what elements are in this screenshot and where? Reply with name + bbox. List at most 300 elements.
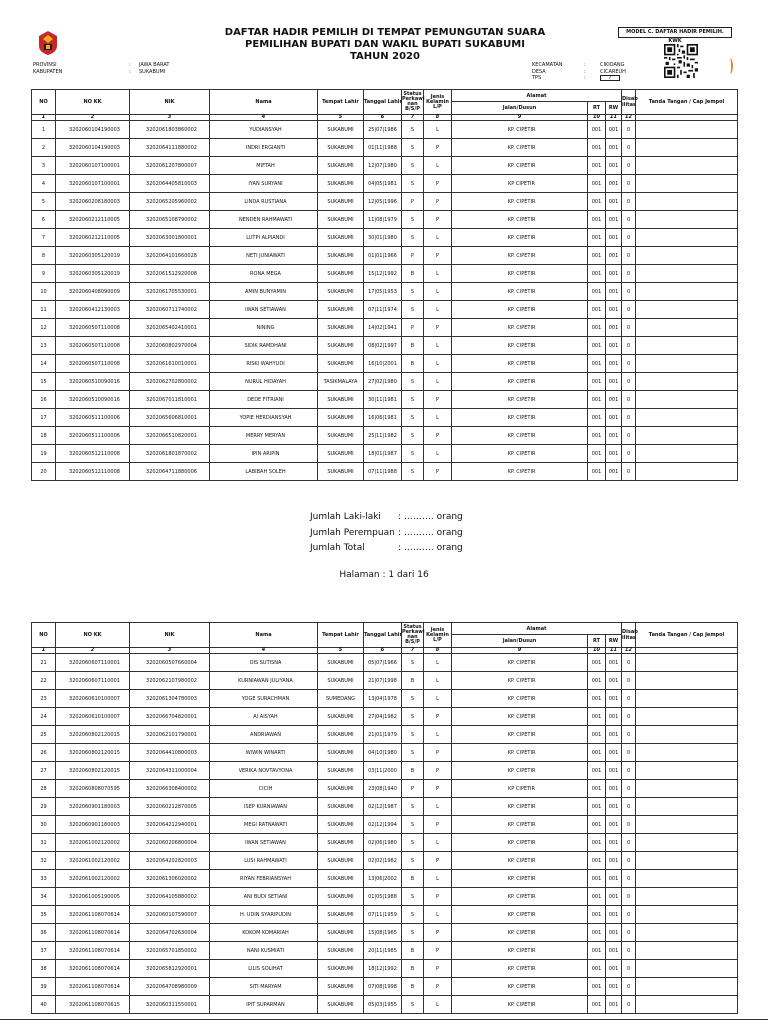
cell-nama: AMIN BUNYAMIN <box>210 283 318 301</box>
cell-nama: YOGE SURACHMAN <box>210 690 318 708</box>
signature-cell[interactable] <box>636 960 738 978</box>
col-disabilitas-header <box>622 90 636 115</box>
region-meta-left <box>33 62 169 75</box>
cell-tanggal-lahir: 07|11|1974 <box>364 301 402 319</box>
cell-nama: H. UDIN SYARIPUDIN <box>210 906 318 924</box>
separator: : <box>584 75 586 81</box>
cell-jenis-kelamin: P <box>424 211 452 229</box>
signature-cell[interactable] <box>636 924 738 942</box>
cell-nik: 3202063001800001 <box>130 229 210 247</box>
col-rt-header: RT <box>588 635 606 648</box>
tps-label: TPS <box>532 75 542 81</box>
signature-cell[interactable] <box>636 139 738 157</box>
jk-header-line: Jenis <box>430 93 445 100</box>
cell-nama: NETI JUNIAWATI <box>210 247 318 265</box>
cell-rt: 001 <box>588 409 606 427</box>
cell-nama: SIDIK RAMDHANI <box>210 337 318 355</box>
voter-rows-page-2 <box>32 654 738 1014</box>
cell-status: B <box>402 762 424 780</box>
cell-tempat-lahir: SUKABUMI <box>318 798 364 816</box>
signature-cell[interactable] <box>636 816 738 834</box>
cell-status: S <box>402 373 424 391</box>
cell-nik: 3202060212870005 <box>130 798 210 816</box>
col-nik-header: NIK <box>130 90 210 115</box>
cell-no: 24 <box>32 708 56 726</box>
cell-tempat-lahir: TASIKMALAYA <box>318 373 364 391</box>
cell-nik: 3202060711740002 <box>130 301 210 319</box>
signature-cell[interactable] <box>636 996 738 1014</box>
signature-cell[interactable] <box>636 391 738 409</box>
table-row <box>32 283 738 301</box>
cell-no-kk: 3202061108070615 <box>56 996 130 1014</box>
cell-tanggal-lahir: 03|11|2000 <box>364 762 402 780</box>
cell-nik: 3202061705530001 <box>130 283 210 301</box>
cell-no: 26 <box>32 744 56 762</box>
cell-tanggal-lahir: 12|07|1980 <box>364 157 402 175</box>
cell-nama: IPIN ARIPIN <box>210 445 318 463</box>
cell-tempat-lahir: SUKABUMI <box>318 726 364 744</box>
cell-jenis-kelamin: L <box>424 157 452 175</box>
signature-cell[interactable] <box>636 355 738 373</box>
cell-tempat-lahir: SUKABUMI <box>318 834 364 852</box>
cell-disabilitas: 0 <box>622 409 636 427</box>
cell-nik: 3202064105880002 <box>130 888 210 906</box>
signature-cell[interactable] <box>636 852 738 870</box>
voter-table-page-1 <box>31 89 738 481</box>
cell-tanggal-lahir: 25|07|1986 <box>364 121 402 139</box>
cell-nik: 3202060507660004 <box>130 654 210 672</box>
signature-cell[interactable] <box>636 409 738 427</box>
cell-tanggal-lahir: 04|10|1980 <box>364 744 402 762</box>
signature-cell[interactable] <box>636 211 738 229</box>
cell-jenis-kelamin: L <box>424 690 452 708</box>
col-alamat-header: Alamat <box>452 623 622 635</box>
signature-cell[interactable] <box>636 373 738 391</box>
cell-jenis-kelamin: L <box>424 265 452 283</box>
perempuan-label: Jumlah Perempuan <box>310 527 395 538</box>
signature-cell[interactable] <box>636 319 738 337</box>
cell-rw: 001 <box>606 798 622 816</box>
cell-rw: 001 <box>606 906 622 924</box>
cell-tempat-lahir: SUKABUMI <box>318 960 364 978</box>
cell-rt: 001 <box>588 744 606 762</box>
table-row <box>32 978 738 996</box>
cell-nik: 3202064202820003 <box>130 852 210 870</box>
cell-rw: 001 <box>606 409 622 427</box>
cell-nik: 3202066510820001 <box>130 427 210 445</box>
cell-tanggal-lahir: 05|07|1966 <box>364 654 402 672</box>
cell-rt: 001 <box>588 942 606 960</box>
table-row <box>32 906 738 924</box>
signature-cell[interactable] <box>636 726 738 744</box>
cell-tanggal-lahir: 15|12|1992 <box>364 265 402 283</box>
cell-status: S <box>402 427 424 445</box>
kabupaten-value: SUKABUMI <box>139 68 166 75</box>
cell-jenis-kelamin: L <box>424 834 452 852</box>
cell-tanggal-lahir: 30|01|1980 <box>364 229 402 247</box>
cell-nik: 3202062107980002 <box>130 672 210 690</box>
cell-tempat-lahir: SUKABUMI <box>318 355 364 373</box>
signature-cell[interactable] <box>636 229 738 247</box>
col-number: 4 <box>210 648 318 654</box>
signature-cell[interactable] <box>636 888 738 906</box>
signature-cell[interactable] <box>636 283 738 301</box>
cell-rw: 001 <box>606 816 622 834</box>
cell-no-kk: 3202060104190003 <box>56 139 130 157</box>
cell-jenis-kelamin: L <box>424 996 452 1014</box>
col-rw-header: RW <box>606 635 622 648</box>
laki-value: : ………. orang <box>398 512 463 522</box>
cell-no: 16 <box>32 391 56 409</box>
cell-status: P <box>402 247 424 265</box>
total-value: : ………. orang <box>398 543 463 553</box>
cell-tempat-lahir: SUKABUMI <box>318 157 364 175</box>
cell-rw: 001 <box>606 744 622 762</box>
kabupaten-label: KABUPATEN <box>33 68 63 75</box>
cell-no-kk: 3202061108070614 <box>56 978 130 996</box>
signature-cell[interactable] <box>636 654 738 672</box>
cell-rw: 001 <box>606 654 622 672</box>
cell-jalan: KP. CIPETIR <box>452 672 588 690</box>
col-number: 11 <box>606 648 622 654</box>
cell-rt: 001 <box>588 211 606 229</box>
disab-header-line: ilitas <box>622 102 636 108</box>
model-label: MODEL C. DAFTAR HADIR PEMILIH. KWK <box>618 27 732 38</box>
cell-jenis-kelamin: L <box>424 654 452 672</box>
table-row <box>32 960 738 978</box>
table-row <box>32 924 738 942</box>
table-row <box>32 319 738 337</box>
cell-jenis-kelamin: P <box>424 427 452 445</box>
cell-rw: 001 <box>606 870 622 888</box>
cell-nik: 3202061304780003 <box>130 690 210 708</box>
jk-header-line: L/P <box>433 103 442 110</box>
cell-disabilitas: 0 <box>622 924 636 942</box>
cell-rw: 001 <box>606 301 622 319</box>
cell-jalan: KP. CIPETIR <box>452 708 588 726</box>
cell-no: 11 <box>32 301 56 319</box>
table-row <box>32 247 738 265</box>
cell-status: S <box>402 391 424 409</box>
cell-tanggal-lahir: 04|05|1981 <box>364 175 402 193</box>
cell-tempat-lahir: SUKABUMI <box>318 852 364 870</box>
signature-cell[interactable] <box>636 247 738 265</box>
cell-disabilitas: 0 <box>622 870 636 888</box>
table-row <box>32 157 738 175</box>
cell-nik: 3202060206800004 <box>130 834 210 852</box>
signature-cell[interactable] <box>636 265 738 283</box>
cell-rw: 001 <box>606 193 622 211</box>
signature-cell[interactable] <box>636 744 738 762</box>
cell-tempat-lahir: SUKABUMI <box>318 391 364 409</box>
signature-cell[interactable] <box>636 337 738 355</box>
cell-rw: 001 <box>606 157 622 175</box>
cell-jenis-kelamin: P <box>424 319 452 337</box>
col-status-header <box>402 90 424 115</box>
cell-disabilitas: 0 <box>622 888 636 906</box>
separator: : <box>129 68 131 75</box>
cell-disabilitas: 0 <box>622 816 636 834</box>
col-number: 10 <box>588 115 606 121</box>
table-row <box>32 834 738 852</box>
table-row <box>32 373 738 391</box>
separator: : <box>129 62 131 68</box>
col-rt-header: RT <box>588 102 606 115</box>
cell-jalan: KP. CIPETIR <box>452 211 588 229</box>
cell-no-kk: 3202060802120015 <box>56 726 130 744</box>
cell-no: 37 <box>32 942 56 960</box>
kecamatan-value: CIKIDANG <box>600 62 625 68</box>
cell-tanggal-lahir: 02|12|1994 <box>364 816 402 834</box>
cell-jalan: KP. CIPETIR <box>452 193 588 211</box>
kpu-logo-icon <box>36 30 60 56</box>
table-row <box>32 409 738 427</box>
cell-nik: 3202065812920001 <box>130 960 210 978</box>
cell-rw: 001 <box>606 888 622 906</box>
cell-nik: 3202065205960002 <box>130 193 210 211</box>
signature-cell[interactable] <box>636 798 738 816</box>
cell-jenis-kelamin: L <box>424 355 452 373</box>
signature-cell[interactable] <box>636 870 738 888</box>
cell-nik: 3202066704820001 <box>130 708 210 726</box>
signature-cell[interactable] <box>636 906 738 924</box>
cell-nama: IWAN SETIAWAN <box>210 301 318 319</box>
cell-tempat-lahir: SUKABUMI <box>318 247 364 265</box>
provinsi-label: PROVINSI <box>33 62 57 68</box>
cell-status: S <box>402 121 424 139</box>
table-row <box>32 780 738 798</box>
table-row <box>32 391 738 409</box>
cell-rt: 001 <box>588 229 606 247</box>
col-jenis-kelamin-header <box>424 90 452 115</box>
cell-status: S <box>402 463 424 481</box>
cell-jalan: KP. CIPETIR <box>452 726 588 744</box>
table-row <box>32 762 738 780</box>
cell-no: 20 <box>32 463 56 481</box>
cell-no: 32 <box>32 852 56 870</box>
voter-rows-page-1 <box>32 121 738 481</box>
cell-nik: 3202062101790001 <box>130 726 210 744</box>
table-row <box>32 852 738 870</box>
cell-tempat-lahir: SUMEDANG <box>318 690 364 708</box>
cell-jenis-kelamin: L <box>424 409 452 427</box>
document-title <box>190 27 580 63</box>
signature-cell[interactable] <box>636 121 738 139</box>
table-row <box>32 942 738 960</box>
signature-cell[interactable] <box>636 978 738 996</box>
cell-rt: 001 <box>588 690 606 708</box>
col-number: 1 <box>32 115 56 121</box>
cell-tempat-lahir: SUKABUMI <box>318 942 364 960</box>
provinsi-value: JAWA BARAT <box>139 62 170 68</box>
cell-no-kk: 3202060802120015 <box>56 762 130 780</box>
cell-rw: 001 <box>606 672 622 690</box>
signature-cell[interactable] <box>636 427 738 445</box>
cell-rt: 001 <box>588 265 606 283</box>
cell-tempat-lahir: SUKABUMI <box>318 211 364 229</box>
cell-rw: 001 <box>606 852 622 870</box>
cell-rw: 001 <box>606 265 622 283</box>
cell-no: 40 <box>32 996 56 1014</box>
separator: : <box>584 62 586 68</box>
cell-jenis-kelamin: P <box>424 816 452 834</box>
signature-cell[interactable] <box>636 834 738 852</box>
cell-status: B <box>402 265 424 283</box>
desa-label: DESA <box>532 68 546 75</box>
cell-rw: 001 <box>606 319 622 337</box>
cell-no: 28 <box>32 780 56 798</box>
cell-disabilitas: 0 <box>622 211 636 229</box>
cell-nama: MERRY MERYAN <box>210 427 318 445</box>
cell-nama: ANDRIAWAN <box>210 726 318 744</box>
cell-disabilitas: 0 <box>622 427 636 445</box>
cell-no: 38 <box>32 960 56 978</box>
cell-no: 5 <box>32 193 56 211</box>
cell-rw: 001 <box>606 211 622 229</box>
cell-disabilitas: 0 <box>622 445 636 463</box>
cell-nik: 3202064405810003 <box>130 175 210 193</box>
cell-jenis-kelamin: P <box>424 942 452 960</box>
signature-cell[interactable] <box>636 301 738 319</box>
signature-cell[interactable] <box>636 942 738 960</box>
cell-jenis-kelamin: L <box>424 445 452 463</box>
table-row <box>32 301 738 319</box>
signature-cell[interactable] <box>636 780 738 798</box>
cell-tanggal-lahir: 27|02|1980 <box>364 373 402 391</box>
cell-rt: 001 <box>588 337 606 355</box>
cell-jenis-kelamin: P <box>424 139 452 157</box>
col-nama-header: Nama <box>210 623 318 648</box>
page-number: Halaman : 1 dari 16 <box>339 570 429 580</box>
cell-jalan: KP. CIPETIR <box>452 157 588 175</box>
cell-tempat-lahir: SUKABUMI <box>318 708 364 726</box>
cell-disabilitas: 0 <box>622 265 636 283</box>
cell-no: 17 <box>32 409 56 427</box>
cell-disabilitas: 0 <box>622 463 636 481</box>
cell-tempat-lahir: SUKABUMI <box>318 978 364 996</box>
cell-no-kk: 3202060510090016 <box>56 391 130 409</box>
cell-tanggal-lahir: 16|10|2001 <box>364 355 402 373</box>
cell-disabilitas: 0 <box>622 654 636 672</box>
signature-cell[interactable] <box>636 175 738 193</box>
signature-cell[interactable] <box>636 157 738 175</box>
table-row <box>32 229 738 247</box>
cell-rt: 001 <box>588 996 606 1014</box>
cell-tanggal-lahir: 02|06|1980 <box>364 834 402 852</box>
col-number: 5 <box>318 648 364 654</box>
cell-rt: 001 <box>588 798 606 816</box>
cell-rt: 001 <box>588 157 606 175</box>
cell-jenis-kelamin: L <box>424 301 452 319</box>
cell-tanggal-lahir: 01|11|1988 <box>364 139 402 157</box>
signature-cell[interactable] <box>636 445 738 463</box>
status-header-line: B/S/P <box>405 639 420 645</box>
cell-rw: 001 <box>606 726 622 744</box>
cell-disabilitas: 0 <box>622 373 636 391</box>
table-row <box>32 744 738 762</box>
cell-rt: 001 <box>588 870 606 888</box>
cell-rt: 001 <box>588 888 606 906</box>
cell-nik: 3202060802970004 <box>130 337 210 355</box>
cell-rw: 001 <box>606 463 622 481</box>
cell-tempat-lahir: SUKABUMI <box>318 175 364 193</box>
signature-cell[interactable] <box>636 762 738 780</box>
cell-rw: 001 <box>606 834 622 852</box>
cell-no-kk: 3202061108070614 <box>56 924 130 942</box>
cell-status: S <box>402 211 424 229</box>
table-row <box>32 337 738 355</box>
cell-rt: 001 <box>588 463 606 481</box>
cell-no: 33 <box>32 870 56 888</box>
signature-cell[interactable] <box>636 708 738 726</box>
table-row <box>32 870 738 888</box>
cell-rw: 001 <box>606 708 622 726</box>
cell-no: 30 <box>32 816 56 834</box>
cell-rw: 001 <box>606 391 622 409</box>
cell-no: 3 <box>32 157 56 175</box>
col-no-header: NO <box>32 90 56 115</box>
cell-jalan: KP CIPETIR <box>452 175 588 193</box>
col-tanggal-lahir-header: Tanggal Lahir <box>364 90 402 115</box>
cell-tanggal-lahir: 20|11|1985 <box>364 942 402 960</box>
cell-jenis-kelamin: P <box>424 960 452 978</box>
table-row <box>32 427 738 445</box>
table-row <box>32 816 738 834</box>
col-tempat-lahir-header: Tempat Lahir <box>318 623 364 648</box>
cell-jalan: KP. CIPETIR <box>452 337 588 355</box>
cell-nama: DEDE FITRIANI <box>210 391 318 409</box>
cell-tanggal-lahir: 23|08|1940 <box>364 780 402 798</box>
cell-jenis-kelamin: P <box>424 978 452 996</box>
signature-cell[interactable] <box>636 672 738 690</box>
cell-jenis-kelamin: P <box>424 888 452 906</box>
cell-tempat-lahir: SUKABUMI <box>318 870 364 888</box>
cell-rt: 001 <box>588 139 606 157</box>
cell-rw: 001 <box>606 780 622 798</box>
cell-no: 7 <box>32 229 56 247</box>
cell-disabilitas: 0 <box>622 157 636 175</box>
cell-no-kk: 3202060507110008 <box>56 355 130 373</box>
cell-rt: 001 <box>588 816 606 834</box>
cell-jalan: KP. CIPETIR <box>452 978 588 996</box>
cell-rt: 001 <box>588 193 606 211</box>
cell-disabilitas: 0 <box>622 960 636 978</box>
cell-jenis-kelamin: P <box>424 193 452 211</box>
cell-tanggal-lahir: 12|05|1996 <box>364 193 402 211</box>
table-row <box>32 139 738 157</box>
cell-nik: 3202065606810001 <box>130 409 210 427</box>
cell-jenis-kelamin: L <box>424 906 452 924</box>
cell-rt: 001 <box>588 762 606 780</box>
col-tempat-lahir-header: Tempat Lahir <box>318 90 364 115</box>
cell-jalan: KP. CIPETIR <box>452 690 588 708</box>
cell-no-kk: 3202060607110001 <box>56 654 130 672</box>
cell-no: 13 <box>32 337 56 355</box>
cell-nama: NANI KUSMIATI <box>210 942 318 960</box>
signature-cell[interactable] <box>636 463 738 481</box>
cell-status: P <box>402 193 424 211</box>
cell-no-kk: 3202060510090016 <box>56 373 130 391</box>
cell-no-kk: 3202060212110005 <box>56 211 130 229</box>
signature-cell[interactable] <box>636 193 738 211</box>
separator: : <box>584 68 586 75</box>
cell-nik: 3202064711880006 <box>130 463 210 481</box>
col-number: 10 <box>588 648 606 654</box>
cell-status: S <box>402 906 424 924</box>
cell-jalan: KP. CIPETIR <box>452 960 588 978</box>
perempuan-value: : ………. orang <box>398 527 463 538</box>
signature-cell[interactable] <box>636 690 738 708</box>
